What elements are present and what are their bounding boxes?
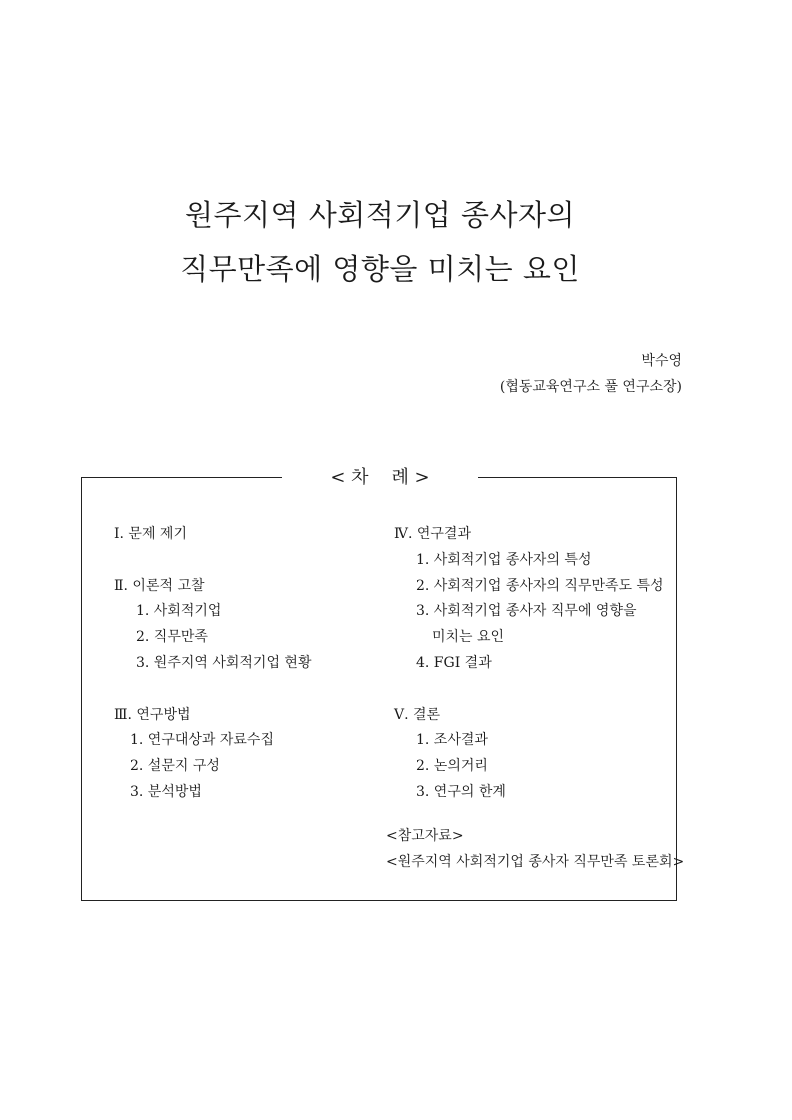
- toc-section-4: Ⅳ. 연구결과: [394, 526, 471, 542]
- author-affiliation: (협동교육연구소 풀 연구소장): [499, 379, 682, 395]
- toc-section-3: Ⅲ. 연구방법: [114, 706, 191, 723]
- title-line-1: 원주지역 사회적기업 종사자의: [184, 198, 576, 232]
- toc-left-column: [114, 522, 311, 806]
- toc-item-4-4: 4. FGI 결과: [416, 654, 492, 671]
- toc-item-3-3: 3. 분석방법: [130, 783, 202, 800]
- document-title: [0, 188, 760, 296]
- toc-item-4-2: 2. 사회적기업 종사자의 직무만족도 특성: [416, 577, 664, 594]
- toc-item-5-1: 1. 조사결과: [416, 732, 488, 749]
- author-block: [500, 348, 682, 400]
- toc-references: [386, 824, 684, 876]
- toc-item-4-1: 1. 사회적기업 종사자의 특성: [416, 551, 592, 568]
- toc-ref-2: <원주지역 사회적기업 종사자 직무만족 토론회>: [386, 853, 685, 870]
- toc-item-5-3: 3. 연구의 한계: [416, 783, 506, 800]
- toc-section-1: Ⅰ. 문제 제기: [114, 526, 187, 542]
- toc-item-2-3: 3. 원주지역 사회적기업 현황: [136, 654, 312, 671]
- toc-item-2-2: 2. 직무만족: [136, 629, 208, 646]
- toc-item-4-3-cont: 미치는 요인: [432, 629, 505, 646]
- toc-item-5-2: 2. 논의거리: [416, 758, 488, 775]
- toc-item-3-2: 2. 설문지 구성: [130, 758, 220, 775]
- toc-section-2: Ⅱ. 이론적 고찰: [114, 577, 205, 594]
- toc-item-4-3: 3. 사회적기업 종사자 직무에 영향을: [416, 603, 637, 620]
- toc-ref-1: <참고자료>: [386, 828, 464, 844]
- toc-section-5: Ⅴ. 결론: [394, 706, 441, 723]
- author-name: 박수영: [641, 353, 682, 369]
- toc-right-column: [394, 522, 664, 806]
- toc-item-2-1: 1. 사회적기업: [136, 603, 222, 620]
- toc-header: < 차 례 >: [282, 464, 478, 492]
- title-line-2: 직무만족에 영향을 미치는 요인: [180, 252, 580, 286]
- toc-item-3-1: 1. 연구대상과 자료수집: [130, 732, 274, 749]
- table-of-contents: [81, 467, 685, 901]
